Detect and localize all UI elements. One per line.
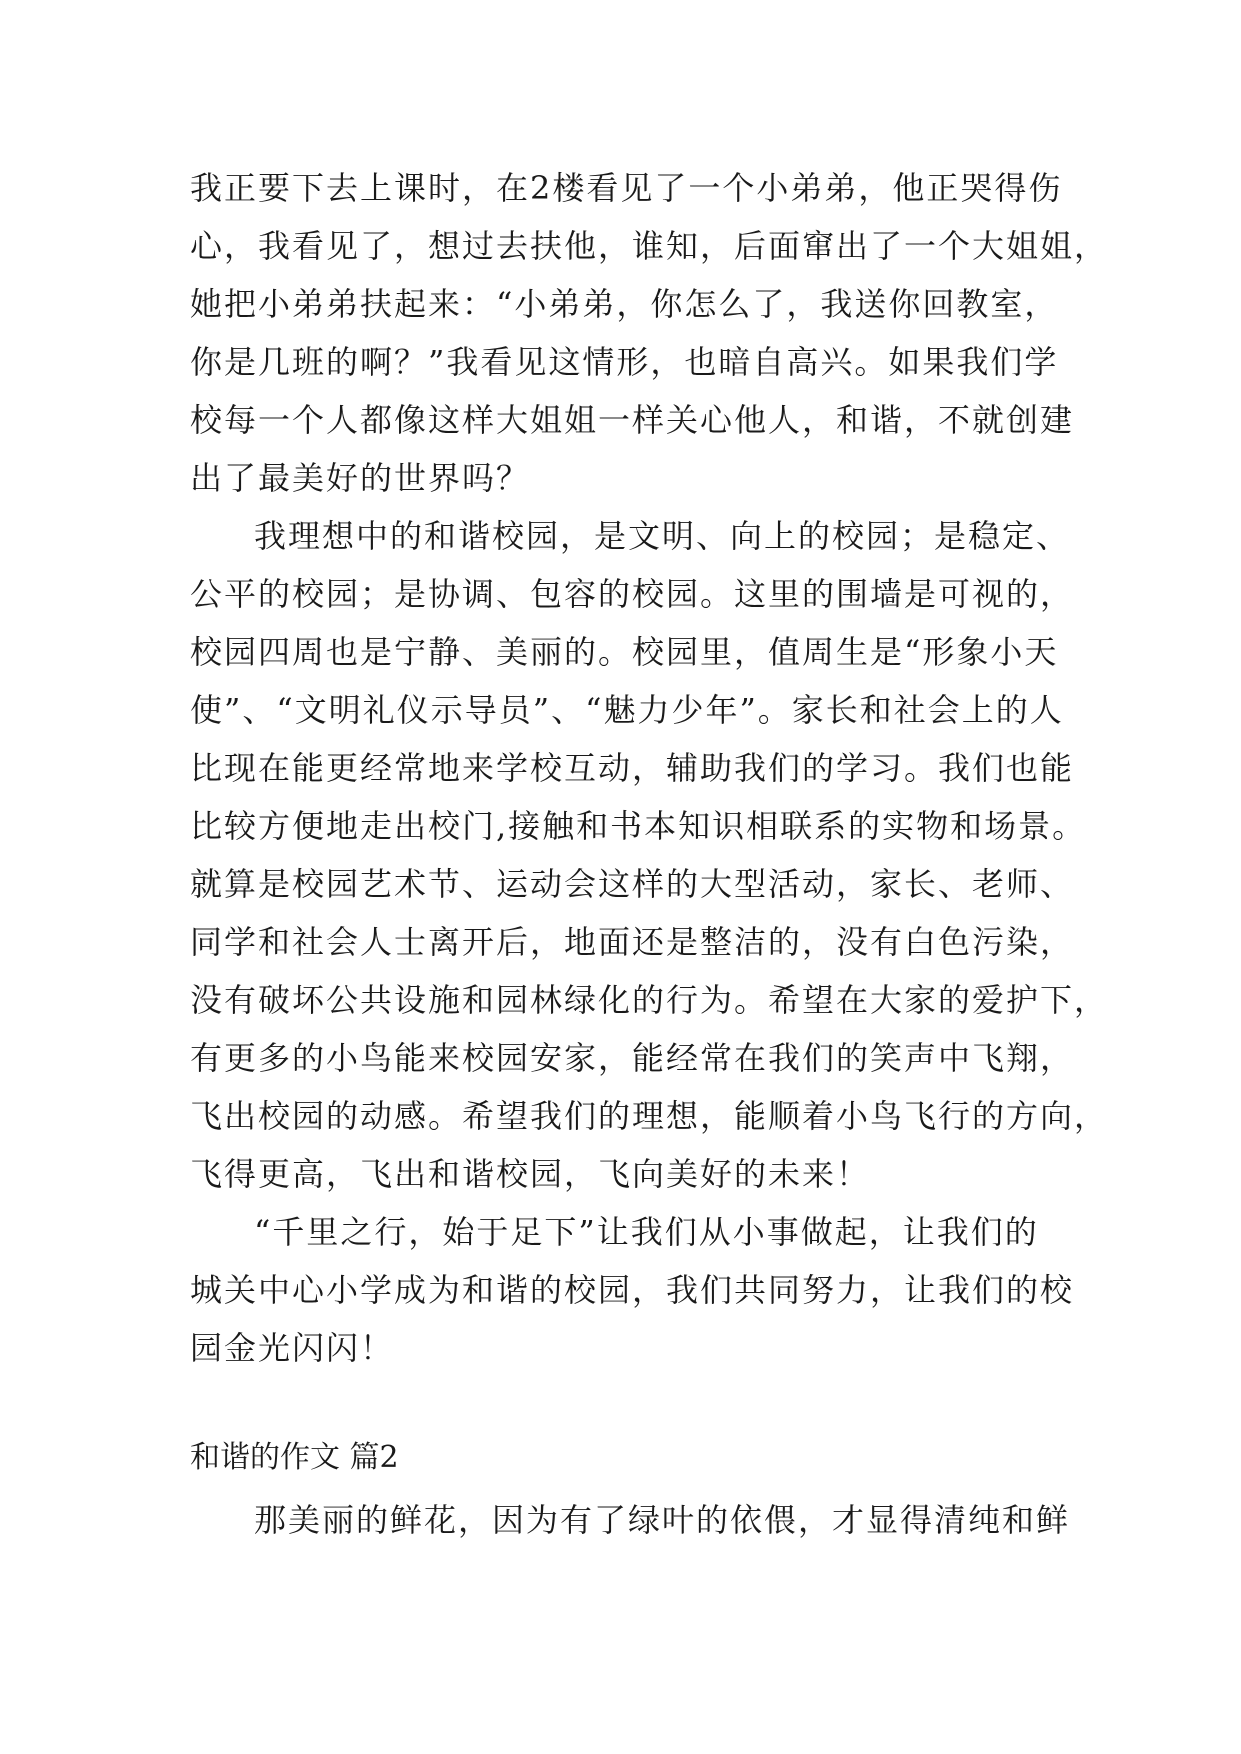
text-line: 有更多的小鸟能来校园安家，能经常在我们的笑声中飞翔， [190, 1039, 1075, 1077]
text-line: “千里之行，始于足下”让我们从小事做起，让我们的 [254, 1213, 1039, 1251]
text-line: 校每一个人都像这样大姐姐一样关心他人，和谐，不就创建 [190, 401, 1075, 439]
text-line: 那美丽的鲜花，因为有了绿叶的依偎，才显得清纯和鲜 [254, 1501, 1071, 1539]
text-line: 校园四周也是宁静、美丽的。校园里，值周生是“形象小天 [190, 633, 1059, 671]
text-line: 公平的校园；是协调、包容的校园。这里的围墙是可视的， [190, 575, 1075, 613]
text-line: 没有破坏公共设施和园林绿化的行为。希望在大家的爱护下， [190, 981, 1109, 1019]
text-line: 就算是校园艺术节、运动会这样的大型活动，家长、老师、 [190, 865, 1075, 903]
section-heading: 和谐的作文 篇2 [190, 1440, 399, 1475]
text-line: 出了最美好的世界吗？ [190, 459, 531, 497]
text-line: 使”、“文明礼仪示导员”、“魅力少年”。家长和社会上的人 [190, 691, 1064, 729]
text-line: 我正要下去上课时，在2楼看见了一个小弟弟，他正哭得伤 [190, 169, 1063, 207]
text-line: 她把小弟弟扶起来：“小弟弟，你怎么了，我送你回教室， [190, 285, 1059, 323]
text-line: 比较方便地走出校门,接触和书本知识相联系的实物和场景。 [190, 807, 1087, 845]
text-line: 同学和社会人士离开后，地面还是整洁的，没有白色污染， [190, 923, 1075, 961]
text-line: 你是几班的啊？”我看见这情形，也暗自高兴。如果我们学 [190, 343, 1059, 381]
text-line: 园金光闪闪！ [190, 1329, 395, 1367]
text-line: 心，我看见了，想过去扶他，谁知，后面窜出了一个大姐姐， [190, 227, 1109, 265]
text-line: 飞出校园的动感。希望我们的理想，能顺着小鸟飞行的方向， [190, 1097, 1109, 1135]
text-line: 城关中心小学成为和谐的校园，我们共同努力，让我们的校 [190, 1271, 1075, 1309]
text-line: 我理想中的和谐校园，是文明、向上的校园；是稳定、 [254, 517, 1071, 555]
text-line: 飞得更高，飞出和谐校园，飞向美好的未来！ [190, 1155, 871, 1193]
text-line: 比现在能更经常地来学校互动，辅助我们的学习。我们也能 [190, 749, 1075, 787]
